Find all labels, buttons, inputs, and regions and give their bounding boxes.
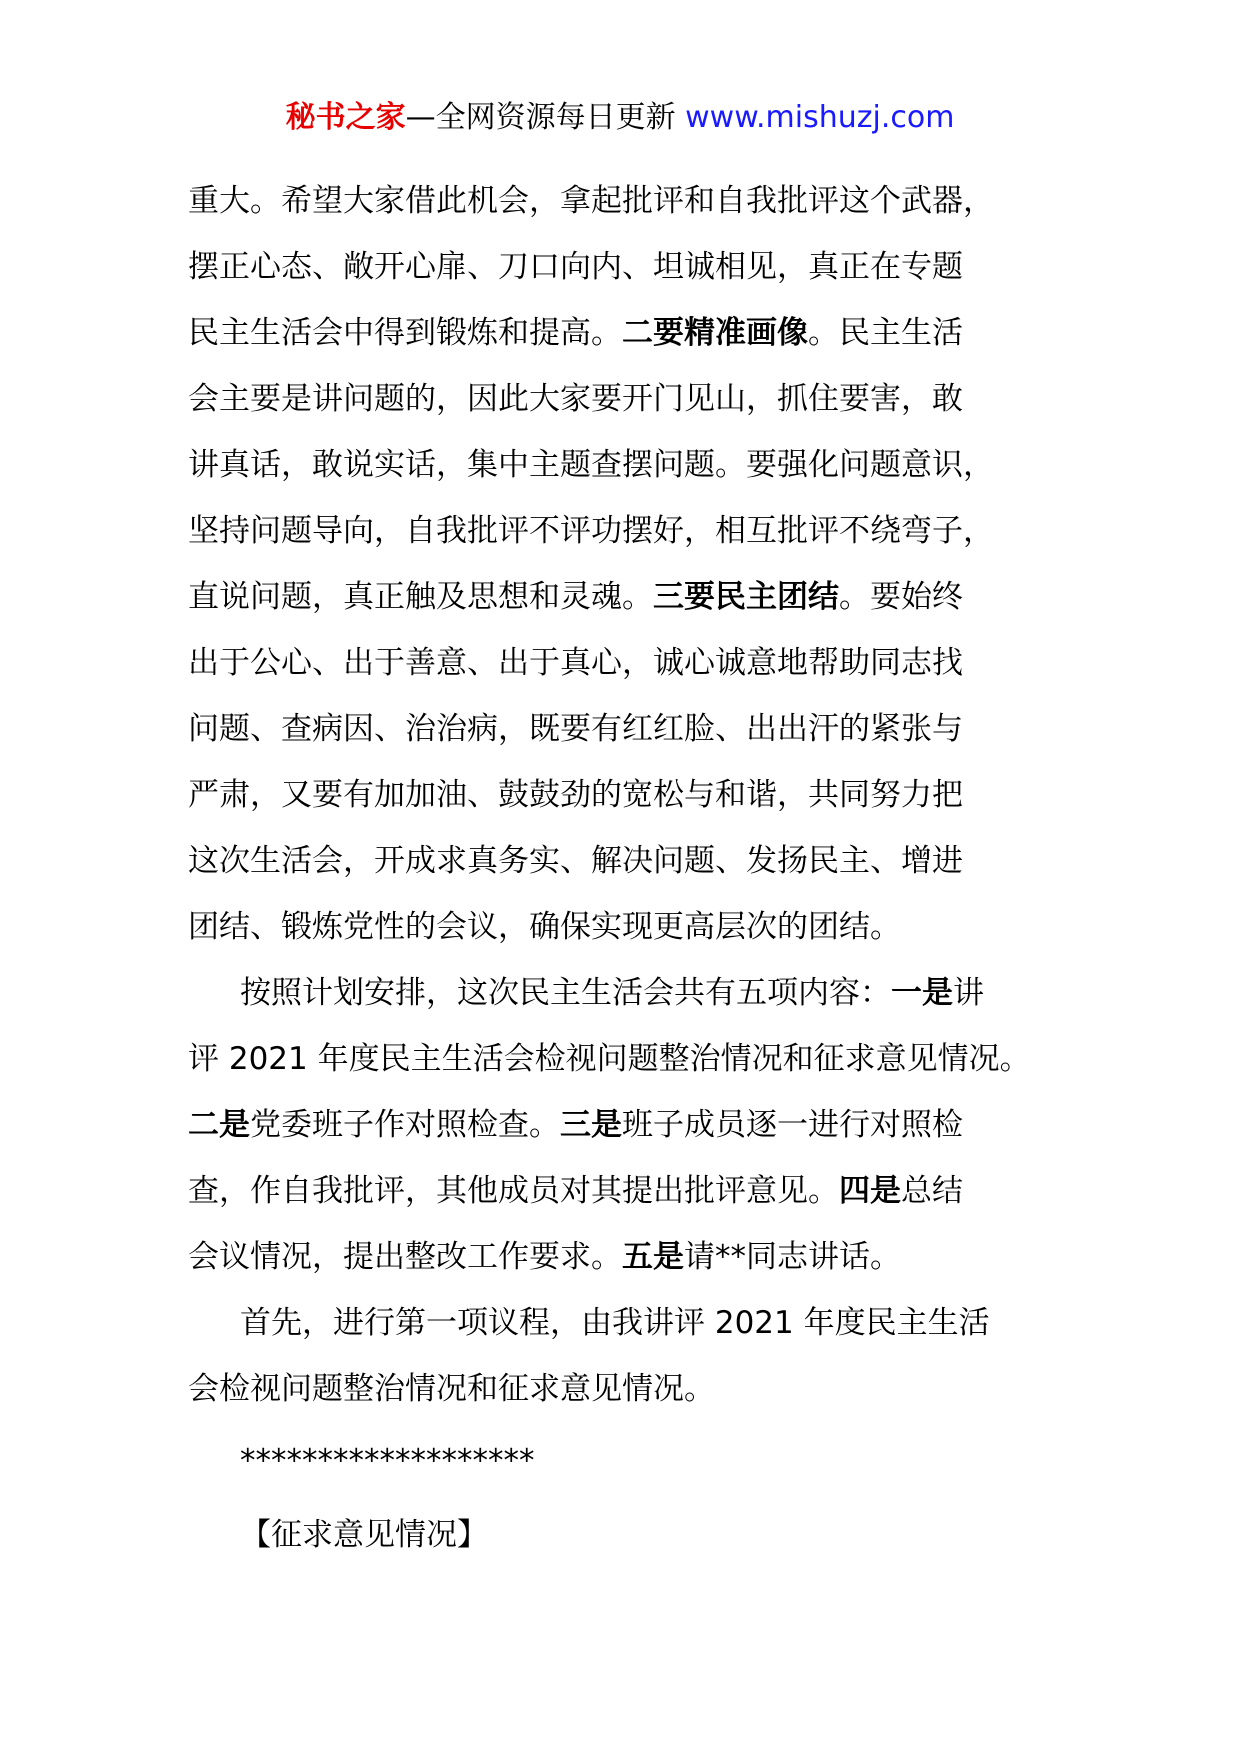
text-segment: 直说问题，真正触及思想和灵魂。 bbox=[188, 579, 653, 615]
text-line bbox=[188, 366, 1088, 432]
text-line bbox=[188, 168, 1088, 234]
document-body bbox=[188, 168, 1088, 1568]
bold-text: 二要精准画像 bbox=[622, 315, 808, 351]
text-line bbox=[188, 1290, 1088, 1356]
text-segment: 按照计划安排，这次民主生活会共有五项内容： bbox=[240, 975, 891, 1011]
text-segment: 严肃，又要有加加油、鼓鼓劲的宽松与和谐，共同努力把 bbox=[188, 777, 963, 813]
text-segment: 。民主生活 bbox=[808, 315, 963, 351]
text-segment: 党委班子作对照检查。 bbox=[250, 1107, 560, 1143]
text-line bbox=[188, 498, 1088, 564]
text-line bbox=[188, 762, 1088, 828]
brand-name: 秘书之家 bbox=[285, 100, 406, 135]
bold-text: 二是 bbox=[188, 1107, 250, 1143]
site-link[interactable]: www.mishuzj.com bbox=[685, 100, 955, 135]
text-line bbox=[188, 960, 1088, 1026]
bold-text: 一是 bbox=[891, 975, 953, 1011]
text-line bbox=[188, 1092, 1088, 1158]
text-line bbox=[188, 432, 1088, 498]
page-header bbox=[0, 98, 1240, 138]
text-segment: 会主要是讲问题的，因此大家要开门见山，抓住要害，敢 bbox=[188, 381, 963, 417]
text-line bbox=[188, 894, 1088, 960]
text-line bbox=[188, 1224, 1088, 1290]
text-segment: 团结、锻炼党性的会议，确保实现更高层次的团结。 bbox=[188, 909, 901, 945]
bold-text: 三是 bbox=[560, 1107, 622, 1143]
bold-text: 五是 bbox=[622, 1239, 684, 1275]
text-line bbox=[188, 564, 1088, 630]
text-segment: 。要始终 bbox=[839, 579, 963, 615]
text-segment: 坚持问题导向，自我批评不评功摆好，相互批评不绕弯子， bbox=[188, 513, 994, 549]
text-line bbox=[188, 696, 1088, 762]
bold-text: 四是 bbox=[839, 1173, 901, 1209]
text-segment: 出于公心、出于善意、出于真心，诚心诚意地帮助同志找 bbox=[188, 645, 963, 681]
text-segment: 会检视问题整治情况和征求意见情况。 bbox=[188, 1371, 715, 1407]
text-segment: 总结 bbox=[901, 1173, 963, 1209]
text-segment: 讲真话，敢说实话，集中主题查摆问题。要强化问题意识， bbox=[188, 447, 994, 483]
text-segment: 首先，进行第一项议程，由我讲评 2021 年度民主生活 bbox=[240, 1305, 990, 1341]
header-tagline: —全网资源每日更新 bbox=[405, 100, 686, 135]
text-segment: 民主生活会中得到锻炼和提高。 bbox=[188, 315, 622, 351]
text-line bbox=[188, 828, 1088, 894]
text-segment: 重大。希望大家借此机会，拿起批评和自我批评这个武器， bbox=[188, 183, 994, 219]
text-line bbox=[188, 630, 1088, 696]
text-line bbox=[188, 1026, 1088, 1092]
section-title: 【征求意见情况】 bbox=[240, 1517, 488, 1553]
text-segment: 评 2021 年度民主生活会检视问题整治情况和征求意见情况。 bbox=[188, 1041, 1031, 1077]
text-segment: 请**同志讲话。 bbox=[684, 1239, 901, 1275]
text-segment: 这次生活会，开成求真务实、解决问题、发扬民主、增进 bbox=[188, 843, 963, 879]
text-segment: 摆正心态、敞开心扉、刀口向内、坦诚相见，真正在专题 bbox=[188, 249, 963, 285]
text-line bbox=[188, 300, 1088, 366]
bold-text: 三要民主团结 bbox=[653, 579, 839, 615]
text-segment: 班子成员逐一进行对照检 bbox=[622, 1107, 963, 1143]
text-line bbox=[188, 234, 1088, 300]
text-line bbox=[188, 1356, 1088, 1422]
text-line bbox=[188, 1158, 1088, 1224]
text-segment: 会议情况，提出整改工作要求。 bbox=[188, 1239, 622, 1275]
text-segment: 查，作自我批评，其他成员对其提出批评意见。 bbox=[188, 1173, 839, 1209]
text-segment: 问题、查病因、治治病，既要有红红脸、出出汗的紧张与 bbox=[188, 711, 963, 747]
text-segment: 讲 bbox=[953, 975, 984, 1011]
separator: ******************* bbox=[240, 1443, 535, 1479]
